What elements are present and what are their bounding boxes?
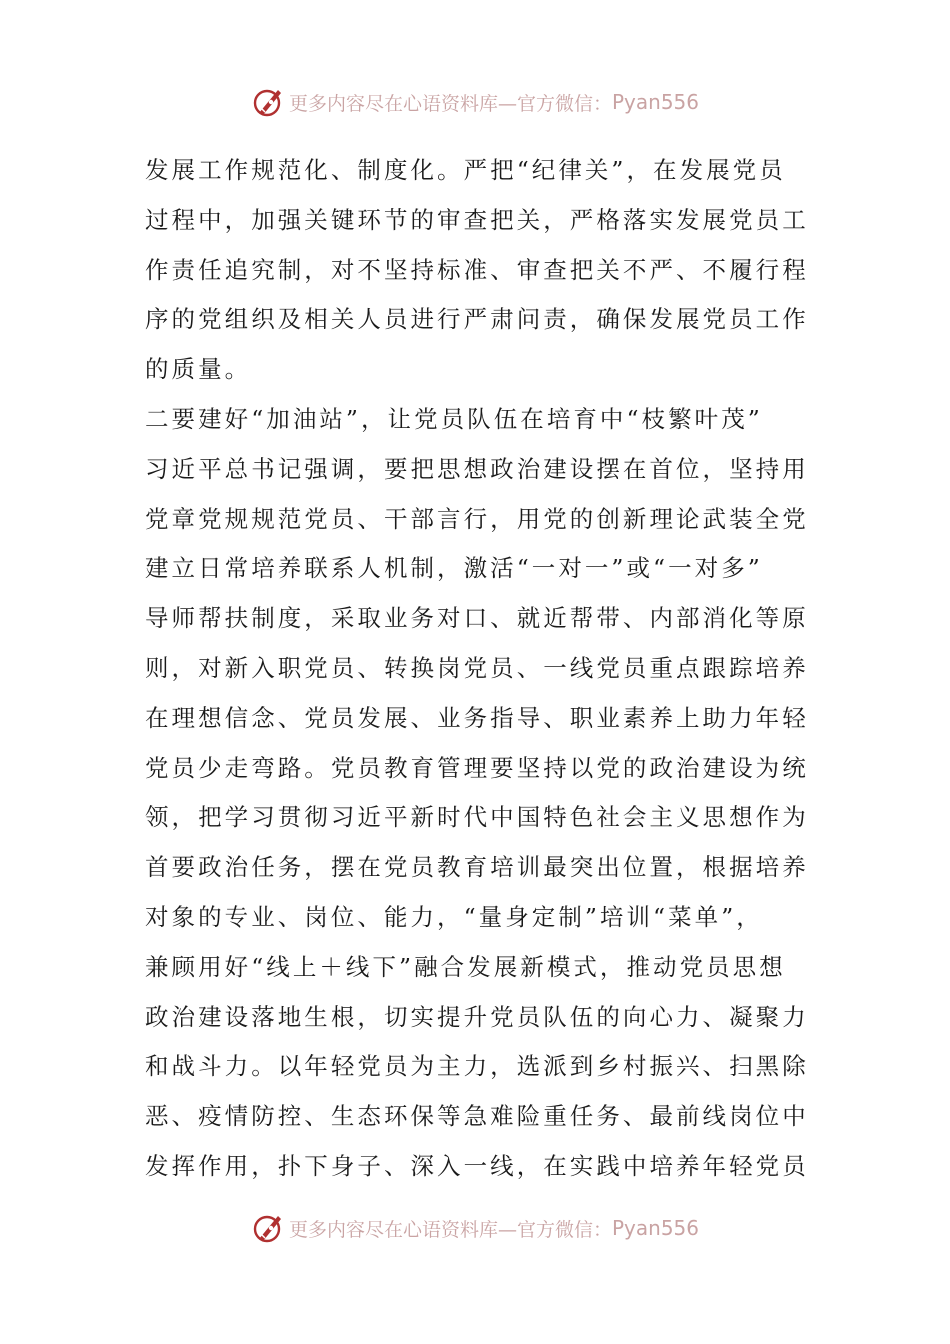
header-watermark — [0, 82, 950, 122]
text-line: 二要建好“加油站”，让党员队伍在培育中“枝繁叶茂” — [145, 404, 763, 433]
text-line: 首要政治任务，摆在党员教育培训最突出位置，根据培养 — [145, 853, 809, 882]
text-line: 恶、疫情防控、生态环保等急难险重任务、最前线岗位中 — [145, 1102, 809, 1131]
text-line: 党章党规规范党员、干部言行，用党的创新理论武装全党 — [145, 504, 809, 533]
watermark-text: 更多内容尽在心语资料库—官方微信： — [288, 92, 612, 115]
watermark-wechat-id: Pyan556 — [612, 90, 700, 114]
text-line: 政治建设落地生根，切实提升党员队伍的向心力、凝聚力 — [145, 1002, 809, 1031]
text-line: 在理想信念、党员发展、业务指导、职业素养上助力年轻 — [145, 703, 809, 732]
text-line: 发展工作规范化、制度化。严把“纪律关”，在发展党员 — [145, 156, 786, 184]
text-line: 领，把学习贯彻习近平新时代中国特色社会主义思想作为 — [145, 803, 809, 832]
watermark-wechat-id: Pyan556 — [612, 1216, 700, 1240]
text-line: 发挥作用，扑下身子、深入一线，在实践中培养年轻党员 — [145, 1151, 809, 1180]
quill-logo-icon — [251, 85, 285, 119]
text-line: 建立日常培养联系人机制，激活“一对一”或“一对多” — [145, 554, 763, 583]
text-line: 兼顾用好“线上＋线下”融合发展新模式，推动党员思想 — [145, 952, 786, 981]
watermark-text: 更多内容尽在心语资料库—官方微信： — [288, 1218, 612, 1241]
text-line: 对象的专业、岗位、能力，“量身定制”培训“菜单”， — [145, 902, 763, 931]
footer-watermark — [0, 1208, 950, 1248]
text-line: 作责任追究制，对不坚持标准、审查把关不严、不履行程 — [145, 255, 809, 284]
text-line: 则，对新入职党员、转换岗党员、一线党员重点跟踪培养 — [145, 653, 809, 682]
text-line: 和战斗力。以年轻党员为主力，选派到乡村振兴、扫黑除 — [145, 1052, 809, 1081]
text-line: 序的党组织及相关人员进行严肃问责，确保发展党员工作 — [145, 305, 809, 334]
quill-logo-icon — [251, 1211, 285, 1245]
text-line: 导师帮扶制度，采取业务对口、就近帮带、内部消化等原 — [145, 604, 809, 633]
text-line: 的质量。 — [145, 355, 252, 384]
document-body — [145, 146, 809, 1192]
text-line: 习近平总书记强调，要把思想政治建设摆在首位，坚持用 — [145, 454, 809, 483]
text-line: 过程中，加强关键环节的审查把关，严格落实发展党员工 — [145, 205, 809, 234]
text-line: 党员少走弯路。党员教育管理要坚持以党的政治建设为统 — [145, 753, 809, 782]
